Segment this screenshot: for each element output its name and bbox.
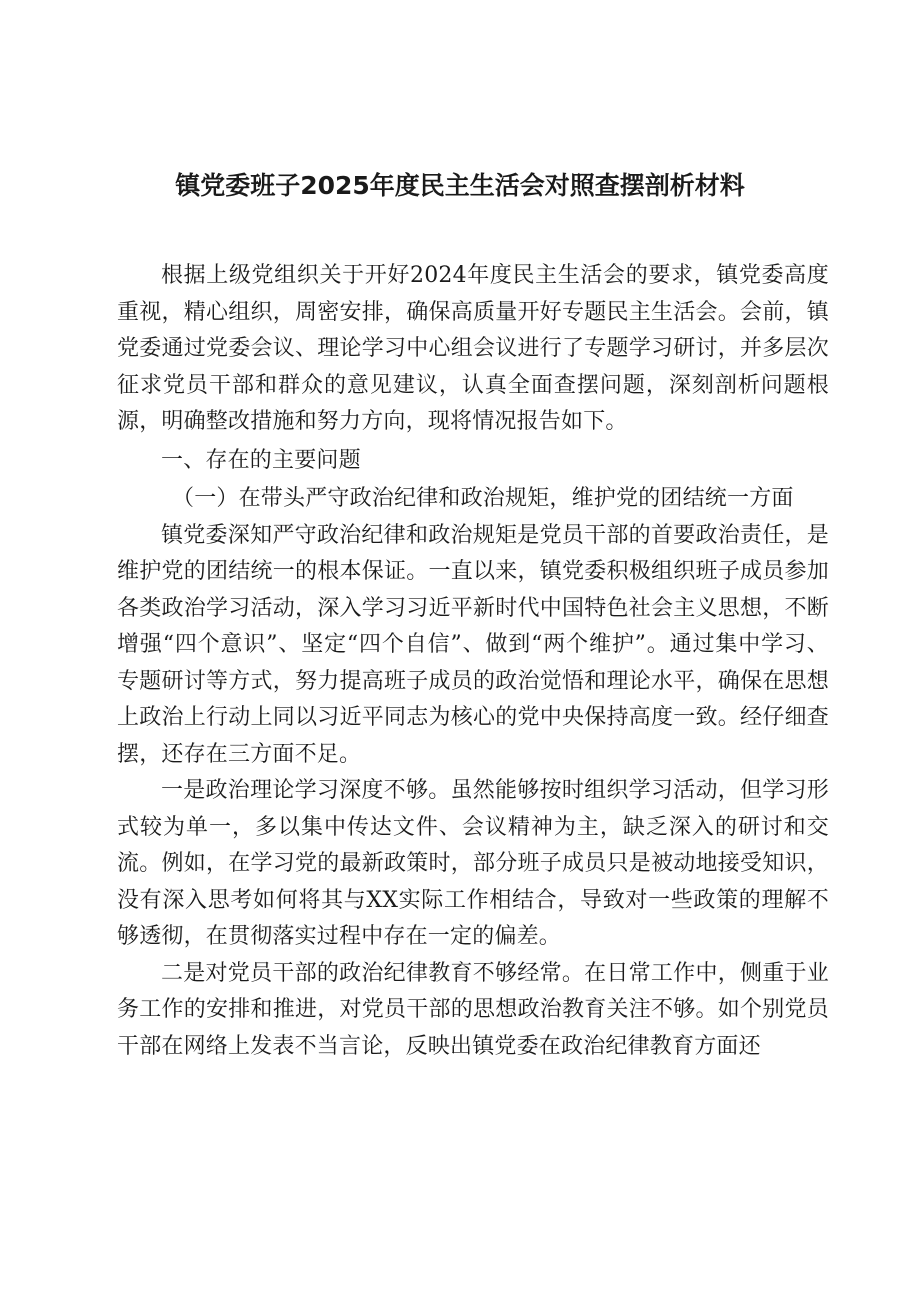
sub-section-heading: （一）在带头严守政治纪律和政治规矩，维护党的团结统一方面: [172, 486, 794, 511]
section-heading: 一、存在的主要问题: [161, 447, 361, 473]
body-paragraph: 一是政治理论学习深度不够。虽然能够按时组织学习活动，但学习形式较为单一，多以集中传达文件、会议精神为主，缺乏深入的研讨和交流。例如，在学习党的最新政策时，部分班子成员只是被动地接受知识，没有深入思考如何将其与XX实际工作相结合，导致对一些政策的理解不够透彻，在贯彻落实过程中存在一定的偏差。: [117, 778, 829, 949]
intro-paragraph: 根据上级党组织关于开好2024年度民主生活会的要求，镇党委高度重视，精心组织，周密安排，确保高质量开好专题民主生活会。会前，镇党委通过党委会议、理论学习中心组会议进行了专题学习研讨，并多层次征求党员干部和群众的意见建议，认真全面查摆问题，深刻剖析问题根源，明确整改措施和努力方向，现将情况报告如下。: [117, 263, 829, 434]
document-title: 镇党委班子2025年度民主生活会对照查摆剖析材料: [175, 171, 745, 200]
body-paragraph: 二是对党员干部的政治纪律教育不够经常。在日常工作中，侧重于业务工作的安排和推进，对党员干部的思想政治教育关注不够。如个别党员干部在网络上发表不当言论，反映出镇党委在政治纪律教育方面还: [117, 960, 829, 1059]
document-body: [117, 258, 829, 1065]
body-paragraph: 镇党委深知严守政治纪律和政治规矩是党员干部的首要政治责任，是维护党的团结统一的根本保证。一直以来，镇党委积极组织班子成员参加各类政治学习活动，深入学习习近平新时代中国特色社会主义思想，不断增强“四个意识”、坚定“四个自信”、做到“两个维护”。通过集中学习、专题研讨等方式，努力提高班子成员的政治觉悟和理论水平，确保在思想上政治上行动上同以习近平同志为核心的党中央保持高度一致。经仔细查摆，还存在三方面不足。: [117, 522, 829, 767]
